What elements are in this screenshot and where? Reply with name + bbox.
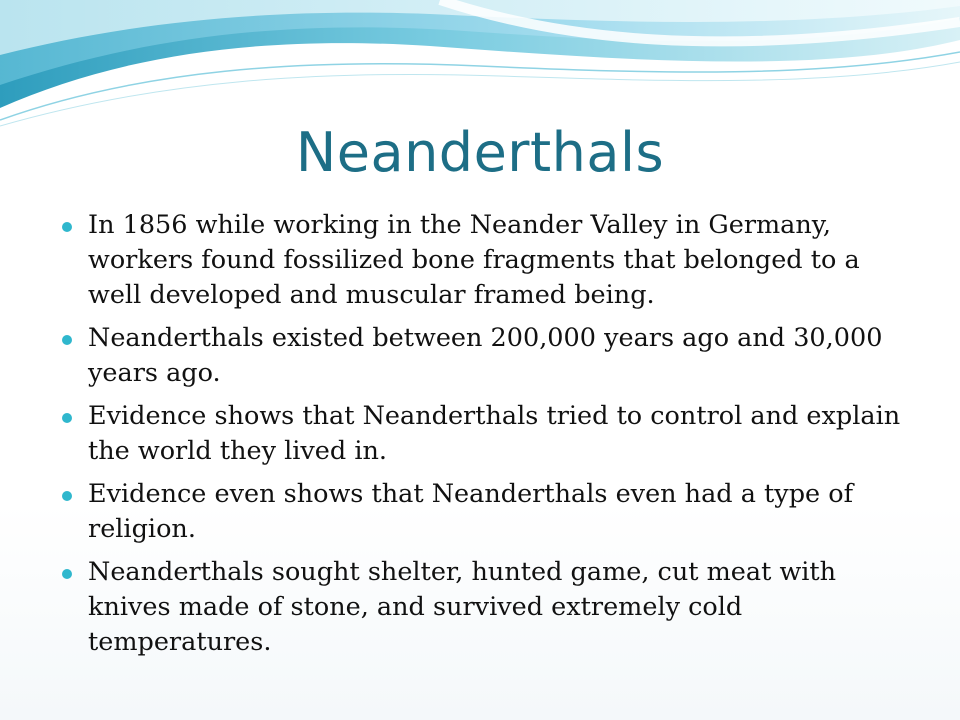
slide-title: Neanderthals — [295, 121, 665, 184]
bullet-dot-icon — [62, 491, 72, 501]
bullet-dot-icon — [62, 413, 72, 423]
bullet-item — [60, 208, 920, 313]
bullet-text: Neanderthals existed between 200,000 years ago and 30,000 years ago. — [88, 323, 883, 388]
bullet-text: In 1856 while working in the Neander Valley in Germany, workers found fossilized bone fragments that belonged to a well developed and muscular framed being. — [88, 210, 860, 310]
bullet-item — [60, 555, 920, 660]
bullet-text: Evidence shows that Neanderthals tried to control and explain the world they lived in. — [88, 401, 901, 466]
bullet-dot-icon — [62, 222, 72, 232]
bullet-dot-icon — [62, 335, 72, 345]
bullet-item — [60, 399, 920, 469]
bullet-item — [60, 477, 920, 547]
bullet-dot-icon — [62, 569, 72, 579]
bullet-text: Evidence even shows that Neanderthals even had a type of religion. — [88, 479, 854, 544]
bullet-text: Neanderthals sought shelter, hunted game, cut meat with knives made of stone, and survived extremely cold temperatures. — [88, 557, 837, 657]
bullet-list — [60, 208, 920, 668]
decorative-wave-banner — [0, 0, 960, 130]
bullet-item — [60, 321, 920, 391]
